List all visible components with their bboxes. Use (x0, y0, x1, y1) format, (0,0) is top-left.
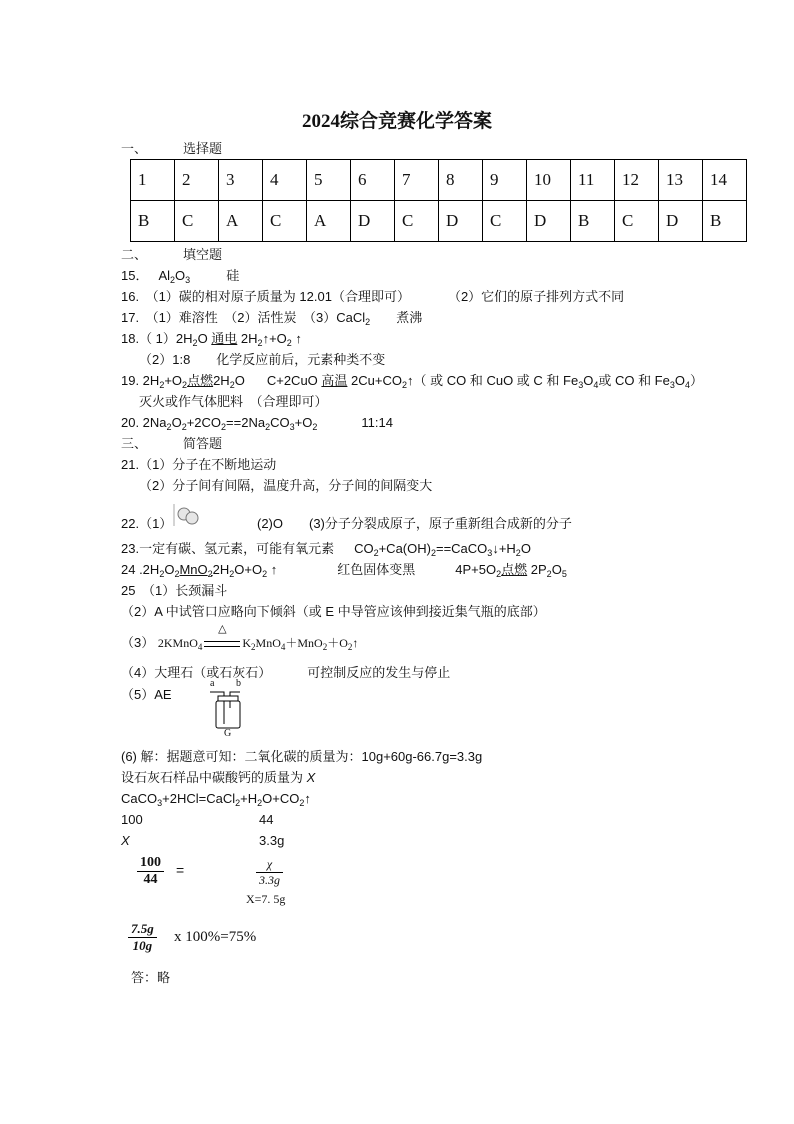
answer-text: （4）大理石（或石灰石） (121, 665, 272, 680)
answer-text: 11:14 (361, 415, 393, 430)
answer-text: 23.一定有碳、氢元素，可能有氧元素 (121, 541, 335, 556)
subscript: 2 (322, 642, 328, 652)
answer-text: 设石灰石样品中碳酸钙的质量为 (121, 770, 307, 785)
question-number-cell: 13 (659, 160, 703, 201)
subscript: 2 (221, 422, 227, 432)
answer-cell: D (659, 201, 703, 242)
q25-line1: 25 （1）长颈漏斗 (121, 583, 228, 598)
subscript: 2 (251, 642, 256, 652)
equals-sign: = (176, 862, 185, 878)
section-label: 填空题 (183, 247, 223, 262)
subscript: 2 (174, 569, 180, 579)
subscript: 2 (262, 569, 268, 579)
q18-line2: （2）1:8 化学反应前后，元素种类不变 (139, 352, 386, 367)
gas-bottle-figure (204, 678, 254, 740)
section-number: 二、 (121, 247, 148, 262)
answer-cell: C (175, 201, 219, 242)
fraction-denominator: 44 (143, 872, 158, 887)
subscript: 3 (669, 380, 675, 390)
answer-cell: C (395, 201, 439, 242)
reaction-condition: 点燃 (187, 373, 214, 388)
eq-part: ↑ (352, 636, 359, 650)
subscript: 2 (265, 422, 271, 432)
q24-line (121, 561, 567, 579)
section-number: 一、 (121, 141, 148, 156)
eq-part: ＋MnO (285, 636, 323, 650)
subscript: 2 (365, 317, 371, 327)
fraction-numerator: χ (256, 857, 283, 873)
eq-part: 20. 2Na (121, 415, 167, 430)
q15-line (121, 267, 239, 285)
heat-arrow (202, 623, 242, 652)
eq-part: O (234, 373, 245, 388)
eq-part: 2H (212, 562, 230, 577)
eq-part: O+CO (262, 791, 300, 806)
section-fill-heading (121, 246, 222, 264)
section-number: 三、 (121, 436, 148, 451)
subscript: 2 (515, 548, 521, 558)
eq-part: ↑ (304, 791, 311, 806)
answer-cell: D (439, 201, 483, 242)
question-number-cell: 3 (219, 160, 263, 201)
subscript: 2 (257, 798, 263, 808)
fraction-denominator: 10g (132, 938, 153, 953)
eq-part: 或 CO 和 Fe (598, 373, 670, 388)
eq-part: 2KMnO (157, 636, 198, 650)
answer-text: 煮沸 (396, 310, 423, 325)
answer-text: 16. （1）碳的相对原子质量为 12.01（合理即可） (121, 289, 410, 304)
mass-value-44: 44 (259, 812, 274, 827)
q25-line2: （2）A 中试管口应略向下倾斜（或 E 中导管应该伸到接近集气瓶的底部） (121, 604, 546, 619)
section-short-heading (121, 435, 222, 453)
answer-cell: D (527, 201, 571, 242)
subscript: 2 (430, 548, 436, 558)
subscript: 4 (197, 642, 203, 652)
question-number-cell: 12 (615, 160, 659, 201)
subscript: 2 (257, 338, 263, 348)
subscript: 2 (235, 798, 241, 808)
question-number-cell: 2 (175, 160, 219, 201)
subscript: 2 (496, 569, 502, 579)
question-number-cell: 8 (439, 160, 483, 201)
subscript: 3 (289, 422, 295, 432)
subscript: 2 (170, 275, 176, 285)
answer-cell: B (571, 201, 615, 242)
subscript: 2 (192, 338, 198, 348)
section-choice-heading (121, 140, 222, 158)
q25-line4 (121, 664, 450, 682)
q19-line1 (121, 372, 703, 390)
eq-part: ↑（ 或 CO 和 CuO 或 C 和 Fe (407, 373, 579, 388)
q25-6-equation (121, 790, 311, 808)
eq-part: ＋O (327, 636, 348, 650)
eq-part: O (551, 562, 562, 577)
q-number: 15． (121, 268, 149, 283)
subscript: 2 (347, 642, 353, 652)
q25-6-line1: (6) 解：据题意可知：二氧化碳的质量为：10g+60g-66.7g=3.3g (121, 749, 483, 764)
page-title: 2024综合竞赛化学答案 (301, 111, 492, 132)
eq-part: ↓+H (492, 541, 516, 556)
subscript: 3 (487, 548, 493, 558)
question-number-cell: 4 (263, 160, 307, 201)
eq-part: 2H (213, 373, 230, 388)
q25-line3 (121, 623, 359, 652)
figure-label-b: b (236, 678, 241, 689)
eq-part: 2H (237, 331, 258, 346)
variable-x: X (306, 770, 316, 785)
eq-part: 19. 2H (121, 373, 160, 388)
answer-cell: C (263, 201, 307, 242)
eq-part: O (171, 415, 182, 430)
answer-text: （2）它们的原子排列方式不同 (447, 289, 625, 304)
subscript: 3 (185, 275, 191, 285)
subscript: 2 (159, 569, 165, 579)
section-label: 选择题 (183, 141, 223, 156)
table-row-numbers (131, 160, 747, 201)
answer-text: 硅 (226, 268, 240, 283)
subscript: 2 (182, 380, 188, 390)
molecule-model-icon (170, 502, 202, 528)
formula-part: O (175, 268, 186, 283)
fraction-denominator: 3.3g (259, 873, 280, 887)
eq-part: ↑ (291, 331, 302, 346)
question-number-cell: 11 (571, 160, 615, 201)
q20-line (121, 414, 393, 432)
answer-cell: C (483, 201, 527, 242)
eq-part: O (197, 331, 212, 346)
formula-part: Al (158, 268, 171, 283)
final-answer: 答：略 (131, 970, 171, 985)
subscript: 5 (561, 569, 567, 579)
q21-line1: 21.（1）分子在不断地运动 (121, 457, 277, 472)
q19-line2: 灭火或作气体肥料 （合理即可） (139, 394, 328, 409)
q25-line5: （5）AE (121, 687, 172, 702)
q23-line (121, 540, 531, 558)
question-number-cell: 14 (703, 160, 747, 201)
subscript: 3 (578, 380, 584, 390)
eq-part: ==2Na (226, 415, 266, 430)
eq-part: K (242, 636, 252, 650)
section-label: 简答题 (183, 436, 223, 451)
eq-part: +O (164, 373, 183, 388)
q-number: （3） (121, 635, 155, 650)
eq-part: CaCO (121, 791, 158, 806)
subscript: 3 (157, 798, 163, 808)
fraction-numerator: 100 (137, 855, 164, 872)
percent-fraction (128, 921, 157, 954)
figure-label-a: a (210, 678, 215, 689)
subscript: 2 (546, 569, 552, 579)
subscript: 2 (229, 380, 235, 390)
eq-part: O (674, 373, 685, 388)
eq-part: CO (354, 541, 374, 556)
table-row-answers (131, 201, 747, 242)
eq-part: +2HCl=CaCl (162, 791, 236, 806)
subscript: 2 (166, 422, 172, 432)
answer-text: 17. （1）难溶性 （2）活性炭 （3）CaCl (121, 310, 366, 325)
answer-cell: B (703, 201, 747, 242)
eq-part: O (164, 562, 175, 577)
eq-part: O+O (234, 562, 263, 577)
reaction-catalyst (179, 562, 212, 577)
subscript: 4 (685, 380, 691, 390)
kmno4-equation (157, 623, 359, 652)
percent-result: x 100%=75% (174, 929, 257, 945)
eq-part: +Ca(OH) (378, 541, 431, 556)
reaction-condition: 点燃 (501, 562, 528, 577)
eq-part: 2Cu+CO (347, 373, 402, 388)
eq-part: ==CaCO (435, 541, 488, 556)
subscript: 2 (159, 380, 165, 390)
mass-value-3-3g: 3.3g (259, 833, 285, 848)
subscript: 2 (373, 548, 379, 558)
eq-part: ↑+O (262, 331, 287, 346)
eq-part: 18.（ 1）2H (121, 331, 193, 346)
reaction-condition: 通电 (211, 331, 238, 346)
q18-line1 (121, 330, 302, 348)
q22-part1: 22.（1） (121, 516, 173, 531)
eq-part: MnO (179, 562, 208, 577)
triangle-icon: △ (218, 623, 227, 635)
x-result: X=7. 5g (246, 892, 286, 906)
eq-part: ↑ (267, 562, 278, 577)
q17-line (121, 309, 422, 327)
answer-text: 红色固体变黑 (337, 562, 416, 577)
unknown-x (121, 832, 130, 850)
question-number-cell: 1 (131, 160, 175, 201)
subscript: 2 (229, 569, 235, 579)
q22-part3: (3)分子分裂成原子，原子重新组合成新的分子 (309, 516, 572, 531)
eq-part: +O (294, 415, 313, 430)
q21-line2: （2）分子间有间隔，温度升高，分子间的间隔变大 (139, 478, 433, 493)
eq-part: C+2CuO (266, 373, 322, 388)
reaction-condition: 高温 (321, 373, 348, 388)
question-number-cell: 9 (483, 160, 527, 201)
q22-part2: (2)O (257, 516, 283, 531)
question-number-cell: 6 (351, 160, 395, 201)
question-number-cell: 5 (307, 160, 351, 201)
subscript: 4 (593, 380, 599, 390)
subscript: 2 (312, 422, 318, 432)
eq-part: CO (270, 415, 290, 430)
answer-cell: A (307, 201, 351, 242)
mass-value-100: 100 (121, 812, 143, 827)
ratio-fraction-left (137, 855, 164, 888)
eq-part: O (583, 373, 594, 388)
subscript: 2 (401, 380, 407, 390)
answer-cell: C (615, 201, 659, 242)
gas-bottle-icon (204, 684, 254, 730)
subscript: 2 (207, 569, 213, 579)
eq-part: 4P+5O (455, 562, 497, 577)
eq-part: MnO (255, 636, 281, 650)
subscript: 2 (286, 338, 292, 348)
answer-cell: B (131, 201, 175, 242)
subscript: 4 (280, 642, 286, 652)
question-number-cell: 10 (527, 160, 571, 201)
answer-text: 可控制反应的发生与停止 (307, 665, 451, 680)
subscript: 2 (181, 422, 187, 432)
eq-part: 2P (527, 562, 547, 577)
eq-part: +2CO (186, 415, 222, 430)
ratio-fraction-right (256, 857, 283, 888)
variable-x: X (121, 833, 130, 848)
eq-part: ） (690, 373, 704, 388)
fraction-numerator: 7.5g (128, 921, 157, 938)
eq-part: O (520, 541, 531, 556)
q25-6-line2 (121, 769, 315, 787)
choice-answer-table (130, 159, 747, 242)
q16-line (121, 288, 624, 306)
eq-part: 24 .2H (121, 562, 160, 577)
figure-label-g: G (224, 728, 232, 739)
answer-cell: A (219, 201, 263, 242)
question-number-cell: 7 (395, 160, 439, 201)
subscript: 2 (299, 798, 305, 808)
eq-part: +H (240, 791, 258, 806)
answer-cell: D (351, 201, 395, 242)
